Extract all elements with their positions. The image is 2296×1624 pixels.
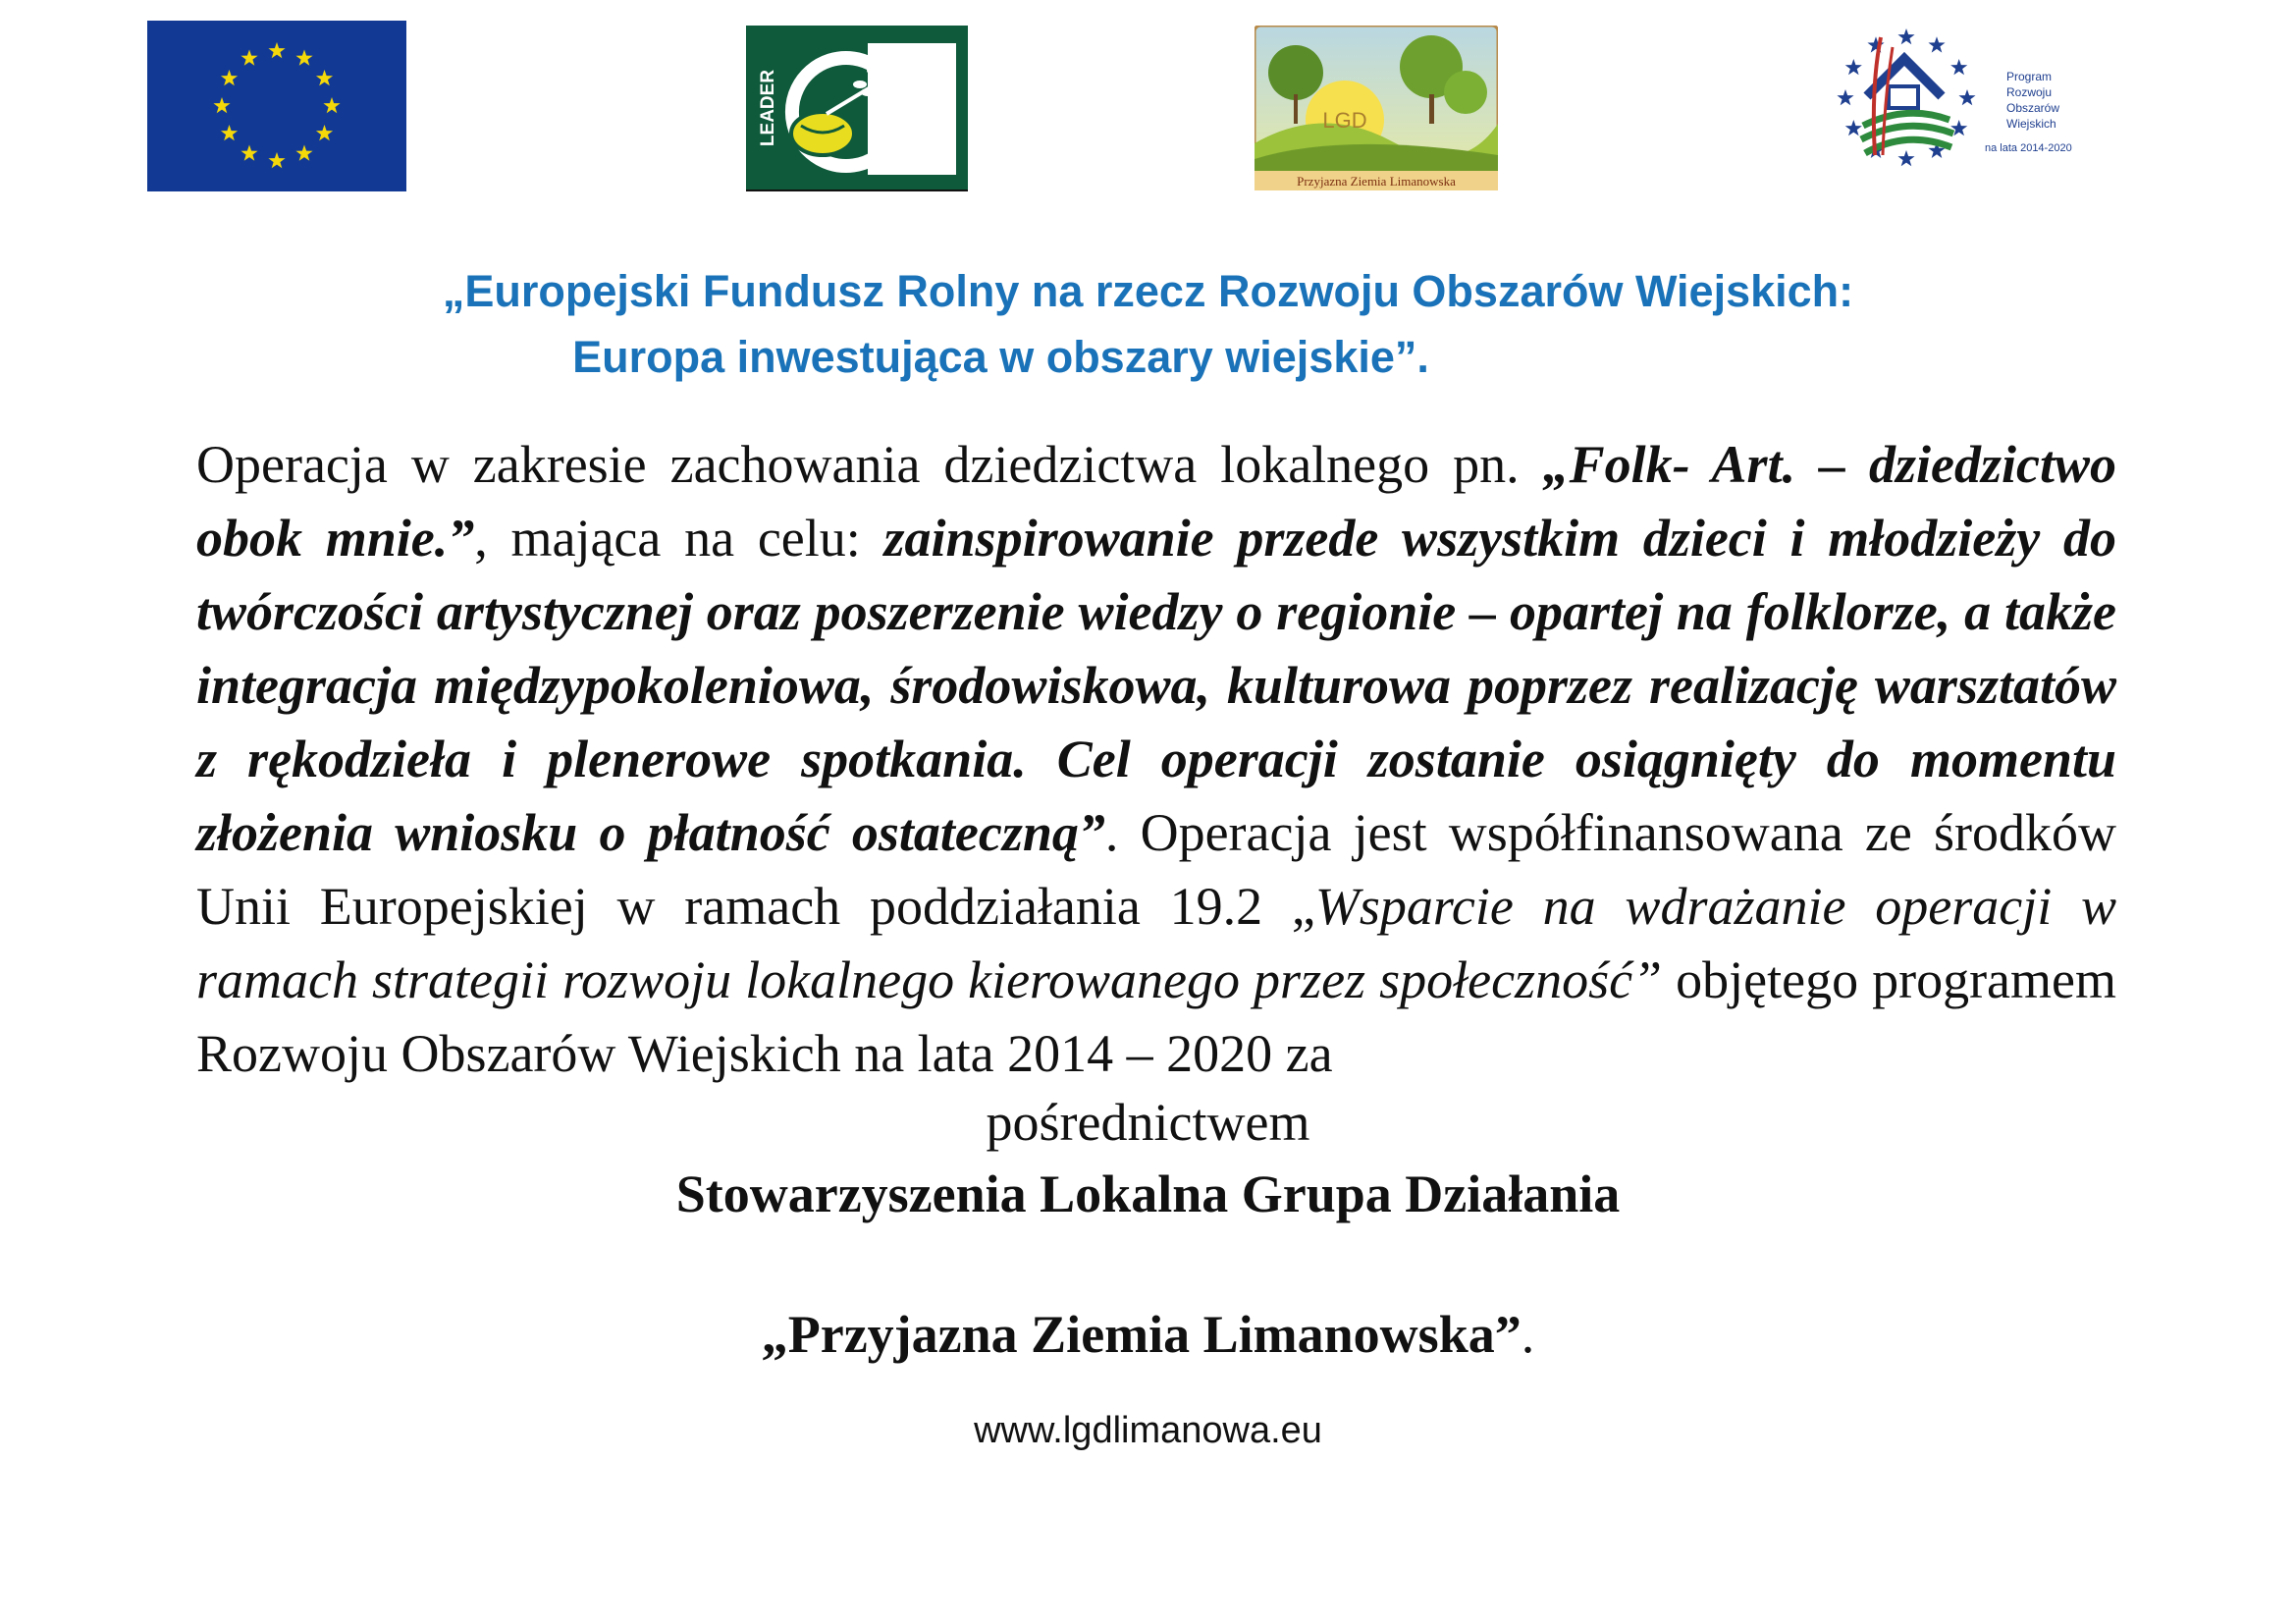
body-paragraph: [196, 428, 2116, 1091]
eu-stars-icon: [147, 21, 406, 191]
prow-star-icon: [1928, 36, 1945, 52]
prow-line-3: Obszarów: [2006, 101, 2060, 115]
prow-star-icon: [1837, 89, 1853, 105]
body-text-5: . Operacja jest współfinansowana ze środków Unii Europejskiej w ramach poddziałania 19.2 „: [196, 803, 2116, 936]
mediation-text: pośrednictwem: [986, 1093, 1310, 1152]
prow-line-5: na lata 2014-2020: [1985, 142, 2072, 154]
leader-logo: [744, 24, 970, 192]
leader-text: LEADER: [758, 69, 778, 147]
website-link[interactable]: www.lgdlimanowa.eu: [974, 1410, 1322, 1451]
lgd-logo: [1255, 26, 1498, 190]
operation-title: „Folk- Art. – dziedzictwo obok mnie.”: [196, 435, 2116, 568]
headline-line-1: „Europejski Fundusz Rolny na rzecz Rozwoju Obszarów Wiejskich:: [442, 266, 1854, 316]
lgd-name-period: .: [1521, 1305, 1535, 1364]
prow-line-1: Program: [2006, 70, 2053, 83]
body-text-7: objętego programem Rozwoju Obszarów Wiejskich na lata 2014 – 2020 za: [196, 950, 2116, 1083]
prow-line-4: Wiejskich: [2006, 117, 2056, 131]
prow-logo: [1828, 18, 2089, 170]
prow-line-2: Rozwoju: [2006, 85, 2053, 99]
subaction-title: Wsparcie na wdrażanie operacji w ramach strategii rozwoju lokalnego kierowanego przez społeczność”: [196, 877, 2116, 1009]
eu-flag-logo: [147, 21, 406, 191]
headline-line-2: Europa inwestująca w obszary wiejskie”.: [572, 332, 1429, 382]
lgd-name-text: „Przyjazna Ziemia Limanowska”: [761, 1305, 1522, 1364]
lgd-name: [0, 1305, 2296, 1364]
operation-goal: zainspirowanie przede wszystkim dzieci i młodzieży do twórczości artystycznej oraz poszerzenie wiedzy o regionie – opartej na folklorze, a także integracja międzypokoleniowa, środowiskowa, kulturowa poprzez realizację warsztatów z rękodzieła i plenerowe spotkania. Cel operacji zostanie osiągnięty do momentu złożenia wniosku o płatność ostateczną”: [196, 509, 2116, 862]
prow-star-icon: [1950, 59, 1967, 75]
prow-star-icon: [1897, 28, 1914, 44]
prow-star-icon: [1845, 120, 1862, 135]
association-name: Stowarzyszenia Lokalna Grupa Działania: [675, 1164, 1621, 1223]
lgd-badge-text: LGD: [1322, 108, 1367, 133]
prow-star-icon: [1958, 89, 1975, 105]
prow-star-icon: [1845, 59, 1862, 75]
body-text-3: , mająca na celu:: [474, 509, 884, 568]
lgd-caption: Przyjazna Ziemia Limanowska: [1297, 174, 1456, 189]
body-text-1: Operacja w zakresie zachowania dziedzictwa lokalnego pn.: [196, 435, 1543, 494]
prow-star-icon: [1897, 150, 1914, 166]
